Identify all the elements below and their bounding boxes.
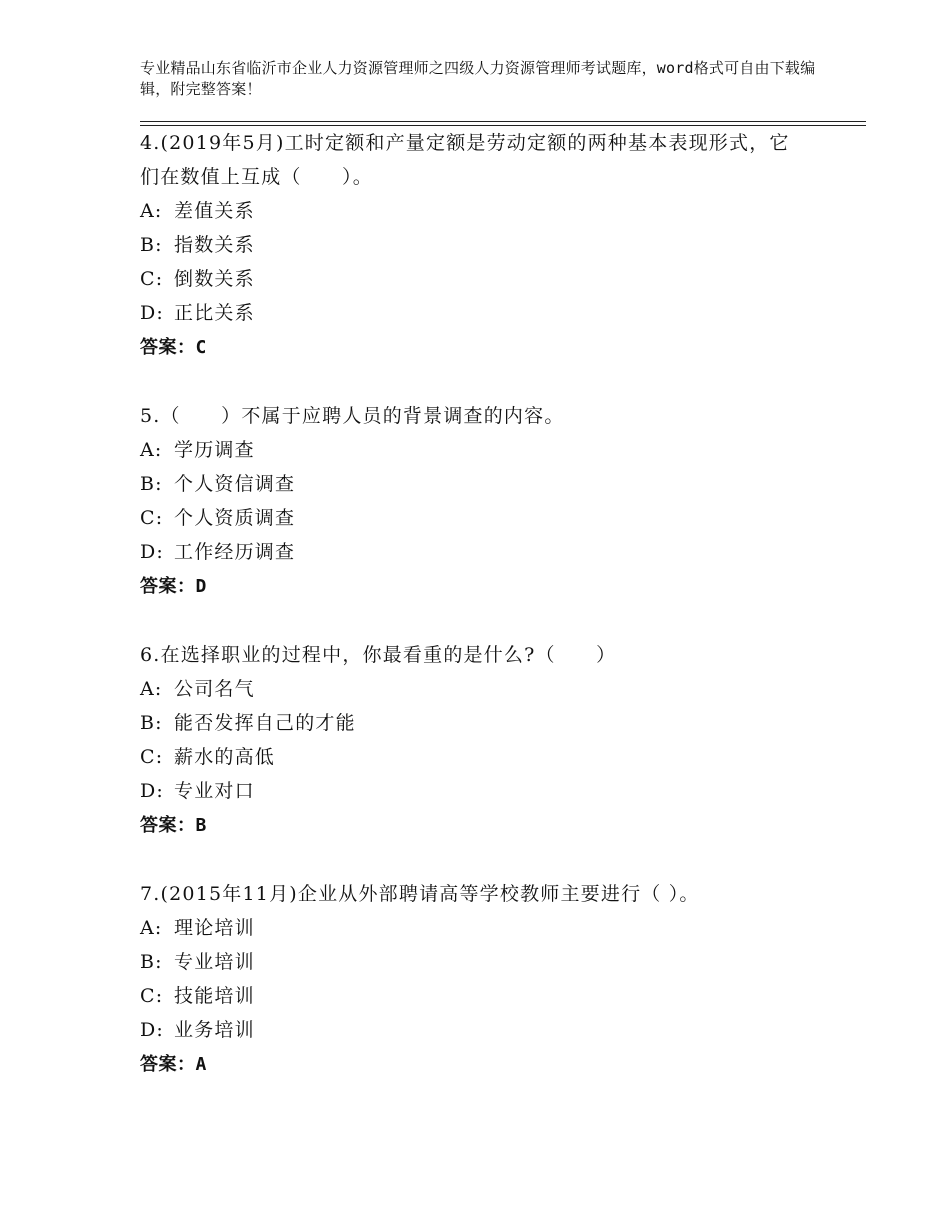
answer-line xyxy=(140,1047,790,1083)
header-divider-top xyxy=(140,121,866,122)
answer-value: D xyxy=(195,576,207,597)
question-stem: 6.在选择职业的过程中，你最看重的是什么?（ ） xyxy=(140,644,617,666)
option-c xyxy=(140,979,790,1013)
option-text: 个人资信调查 xyxy=(174,473,296,495)
option-letter: A: xyxy=(140,917,163,939)
option-letter: C: xyxy=(140,985,164,1007)
option-text: 业务培训 xyxy=(174,1019,255,1041)
option-text: 技能培训 xyxy=(174,985,255,1007)
question-stem: 5.（ ）不属于应聘人员的背景调查的内容。 xyxy=(140,405,565,427)
option-b xyxy=(140,467,790,501)
option-text: 专业对口 xyxy=(174,780,255,802)
option-d xyxy=(140,774,790,808)
option-c xyxy=(140,501,790,535)
option-c xyxy=(140,740,790,774)
option-letter: B: xyxy=(140,473,163,495)
question-block xyxy=(140,877,790,1083)
document-header: 专业精品山东省临沂市企业人力资源管理师之四级人力资源管理师考试题库，word格式可自由下载编辑，附完整答案！ xyxy=(140,59,816,98)
answer-line xyxy=(140,808,790,844)
answer-label: 答案： xyxy=(140,815,196,836)
option-letter: B: xyxy=(140,951,163,973)
option-letter: C: xyxy=(140,268,164,290)
option-a xyxy=(140,911,790,945)
option-letter: B: xyxy=(140,712,163,734)
option-letter: D: xyxy=(140,302,165,324)
option-d xyxy=(140,535,790,569)
question-block xyxy=(140,399,790,605)
option-d xyxy=(140,296,790,330)
option-text: 正比关系 xyxy=(174,302,255,324)
option-b xyxy=(140,706,790,740)
option-letter: C: xyxy=(140,746,164,768)
question-stem: 7.(2015年11月)企业从外部聘请高等学校教师主要进行（ ）。 xyxy=(140,883,700,905)
option-text: 学历调查 xyxy=(174,439,255,461)
option-b xyxy=(140,228,790,262)
option-text: 专业培训 xyxy=(174,951,255,973)
option-text: 工作经历调查 xyxy=(174,541,296,563)
option-text: 倒数关系 xyxy=(174,268,255,290)
option-text: 公司名气 xyxy=(174,678,255,700)
option-b xyxy=(140,945,790,979)
option-text: 指数关系 xyxy=(174,234,255,256)
answer-value: A xyxy=(195,1054,207,1075)
option-letter: B: xyxy=(140,234,163,256)
option-letter: A: xyxy=(140,678,163,700)
option-text: 理论培训 xyxy=(174,917,255,939)
question-stem: 4.(2019年5月)工时定额和产量定额是劳动定额的两种基本表现形式，它们在数值上互成（ ）。 xyxy=(140,132,790,188)
option-text: 能否发挥自己的才能 xyxy=(174,712,356,734)
option-text: 个人资质调查 xyxy=(174,507,296,529)
option-text: 差值关系 xyxy=(174,200,255,222)
answer-line xyxy=(140,330,790,366)
option-d xyxy=(140,1013,790,1047)
question-block xyxy=(140,126,790,366)
option-a xyxy=(140,672,790,706)
answer-value: C xyxy=(195,337,207,358)
answer-label: 答案： xyxy=(140,576,196,597)
option-letter: A: xyxy=(140,200,163,222)
option-a xyxy=(140,194,790,228)
option-a xyxy=(140,433,790,467)
option-letter: D: xyxy=(140,780,165,802)
question-block xyxy=(140,638,790,844)
option-letter: D: xyxy=(140,1019,165,1041)
answer-line xyxy=(140,569,790,605)
option-text: 薪水的高低 xyxy=(174,746,276,768)
option-letter: C: xyxy=(140,507,164,529)
option-letter: D: xyxy=(140,541,165,563)
option-letter: A: xyxy=(140,439,163,461)
answer-label: 答案： xyxy=(140,1054,196,1075)
option-c xyxy=(140,262,790,296)
answer-label: 答案： xyxy=(140,337,196,358)
answer-value: B xyxy=(195,815,207,836)
